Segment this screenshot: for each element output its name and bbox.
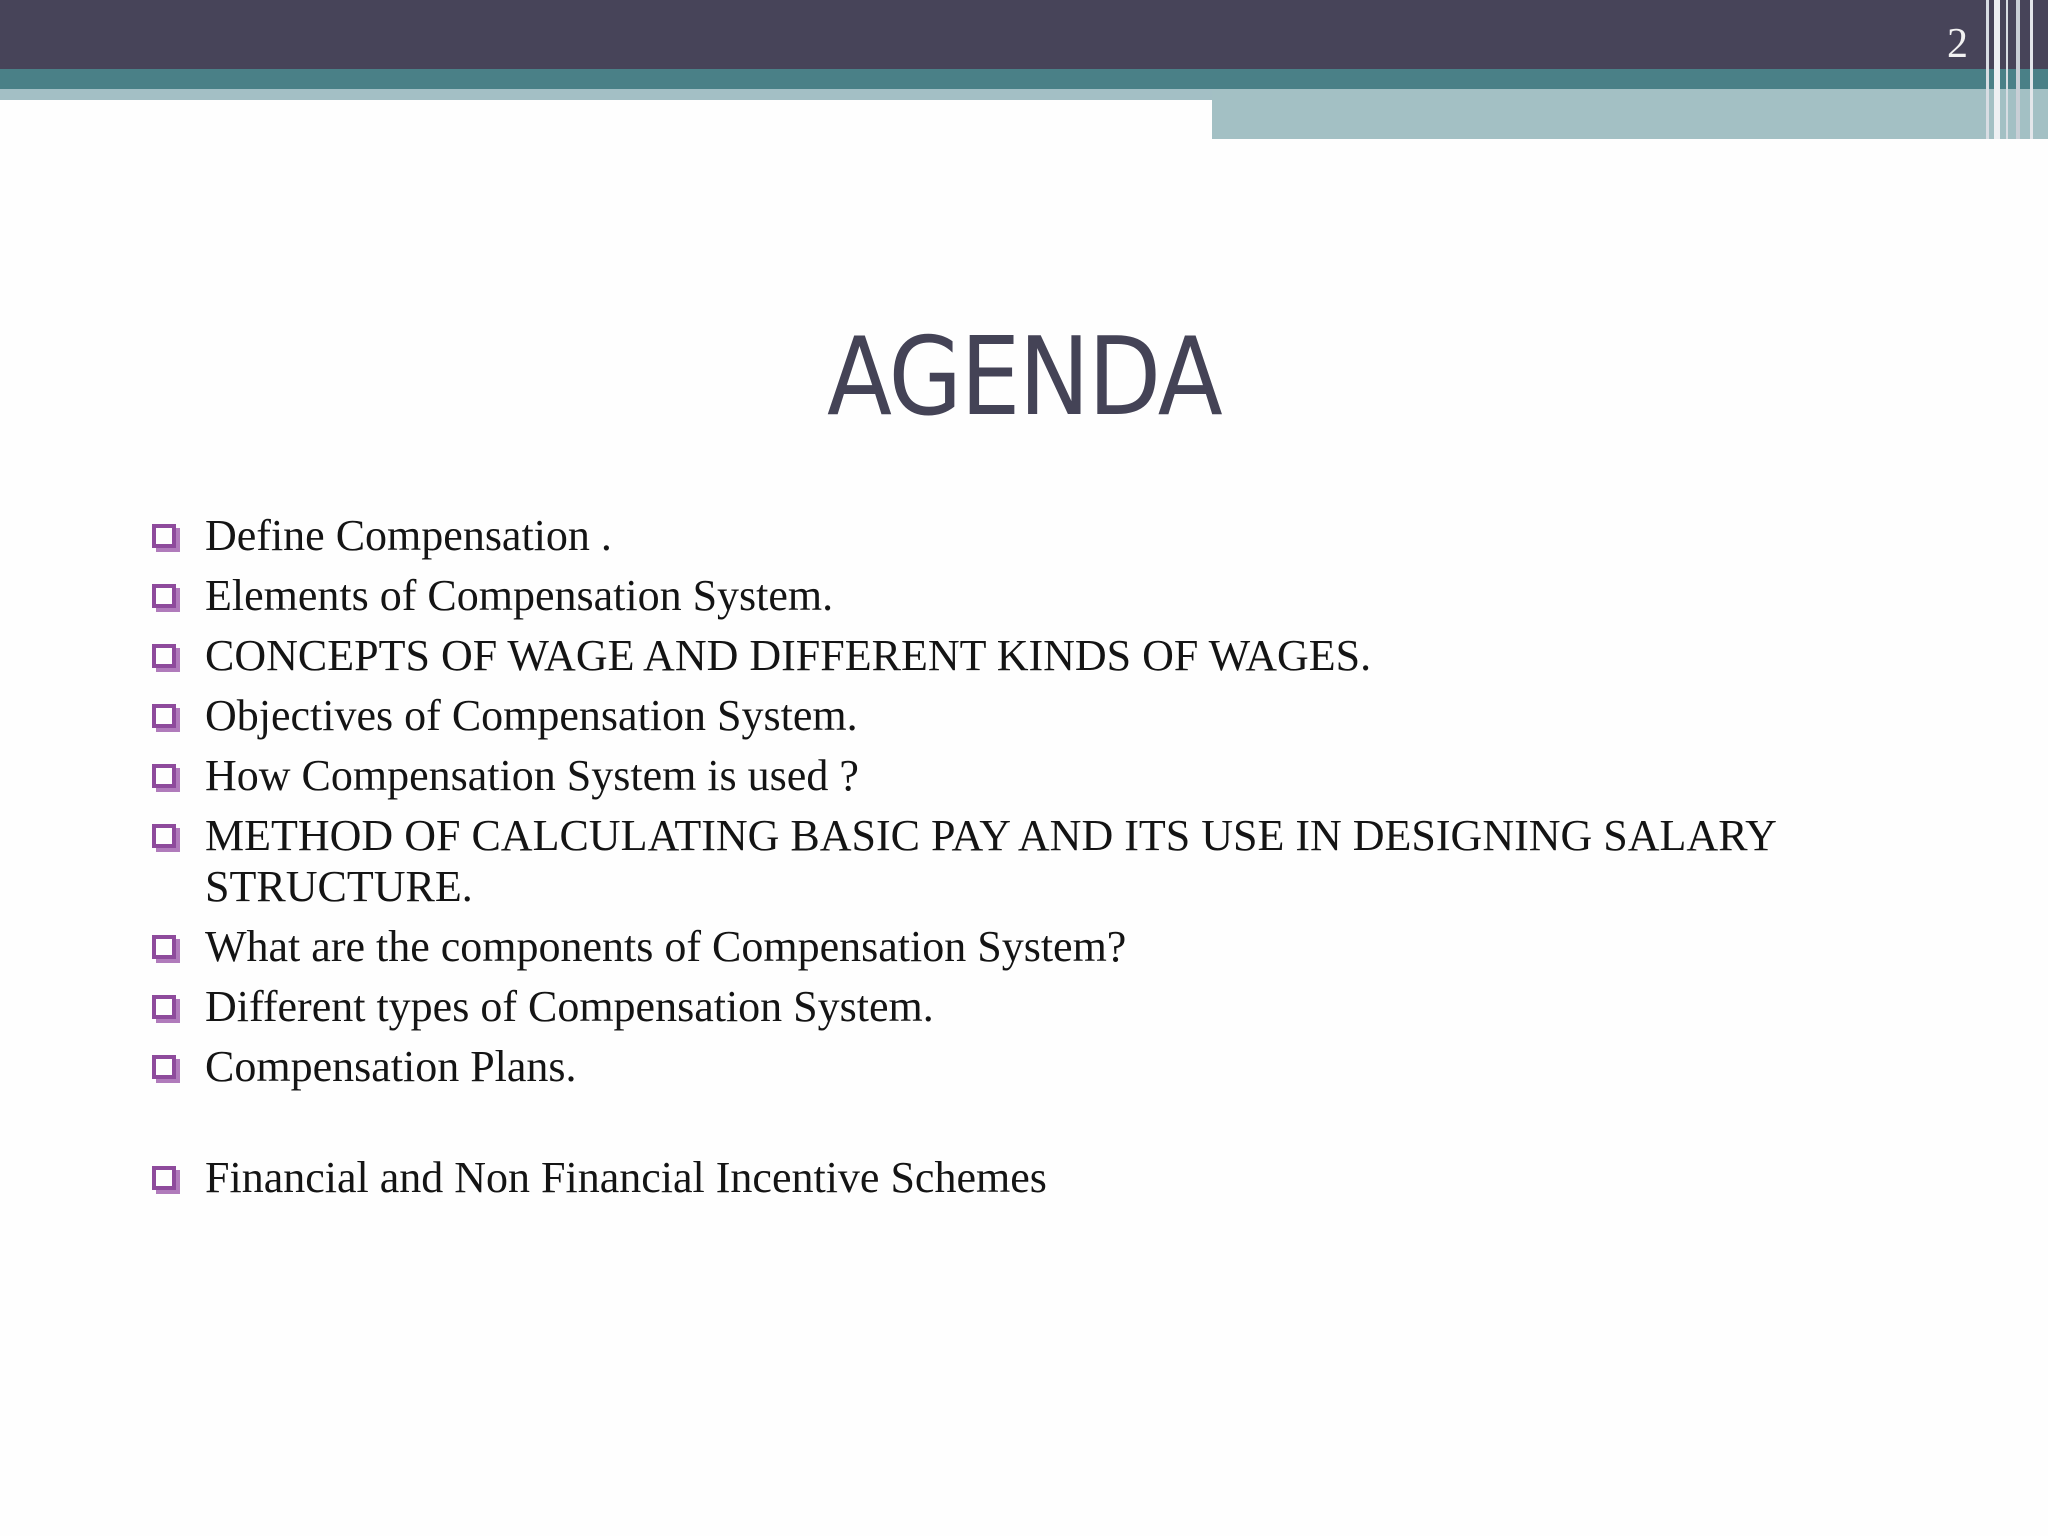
- hollow-square-bullet-icon: [152, 584, 176, 608]
- header-teal-stripe: [0, 69, 2048, 89]
- agenda-item-text: Financial and Non Financial Incentive Schemes: [205, 1153, 1047, 1202]
- hollow-square-bullet-icon: [152, 995, 176, 1019]
- agenda-item-text: Different types of Compensation System.: [205, 982, 934, 1031]
- header-divider-line: [2030, 0, 2033, 139]
- agenda-item-text: CONCEPTS OF WAGE AND DIFFERENT KINDS OF WAGES.: [205, 631, 1372, 680]
- agenda-item: [150, 570, 1910, 621]
- agenda-item-text: Objectives of Compensation System.: [205, 691, 858, 740]
- header-divider-line: [2016, 0, 2020, 139]
- hollow-square-bullet-icon: [152, 1055, 176, 1079]
- agenda-item: [150, 690, 1910, 741]
- hollow-square-bullet-icon: [152, 704, 176, 728]
- agenda-item: [150, 810, 1910, 912]
- agenda-item: [150, 1041, 1910, 1092]
- agenda-item: [150, 981, 1910, 1032]
- agenda-item-text: What are the components of Compensation System?: [205, 922, 1127, 971]
- agenda-item: [150, 630, 1910, 681]
- hollow-square-bullet-icon: [152, 524, 176, 548]
- header-bar: [0, 0, 2048, 69]
- agenda-item: [150, 750, 1910, 801]
- agenda-item: [150, 921, 1910, 972]
- hollow-square-bullet-icon: [152, 935, 176, 959]
- hollow-square-bullet-icon: [152, 644, 176, 668]
- slide-number: 2: [1947, 21, 1968, 67]
- agenda-item-text: How Compensation System is used ?: [205, 751, 859, 800]
- hollow-square-bullet-icon: [152, 824, 176, 848]
- header-light-stripe: [0, 89, 1212, 100]
- agenda-item-text: Elements of Compensation System.: [205, 571, 834, 620]
- hollow-square-bullet-icon: [152, 764, 176, 788]
- hollow-square-bullet-icon: [152, 1166, 176, 1190]
- agenda-item-text: Define Compensation .: [205, 511, 612, 560]
- header-divider-line: [2006, 0, 2008, 139]
- agenda-item: [150, 1152, 1910, 1203]
- slide-title: AGENDA: [826, 315, 1222, 440]
- agenda-item-text: METHOD OF CALCULATING BASIC PAY AND ITS USE IN DESIGNING SALARY STRUCTURE.: [205, 811, 1776, 911]
- agenda-item: [150, 510, 1910, 561]
- agenda-list: [150, 510, 1910, 1212]
- agenda-item-text: Compensation Plans.: [205, 1042, 577, 1091]
- header-light-block: [1212, 89, 2048, 139]
- header-divider-line: [1986, 0, 1989, 139]
- header-divider-line: [1994, 0, 2000, 139]
